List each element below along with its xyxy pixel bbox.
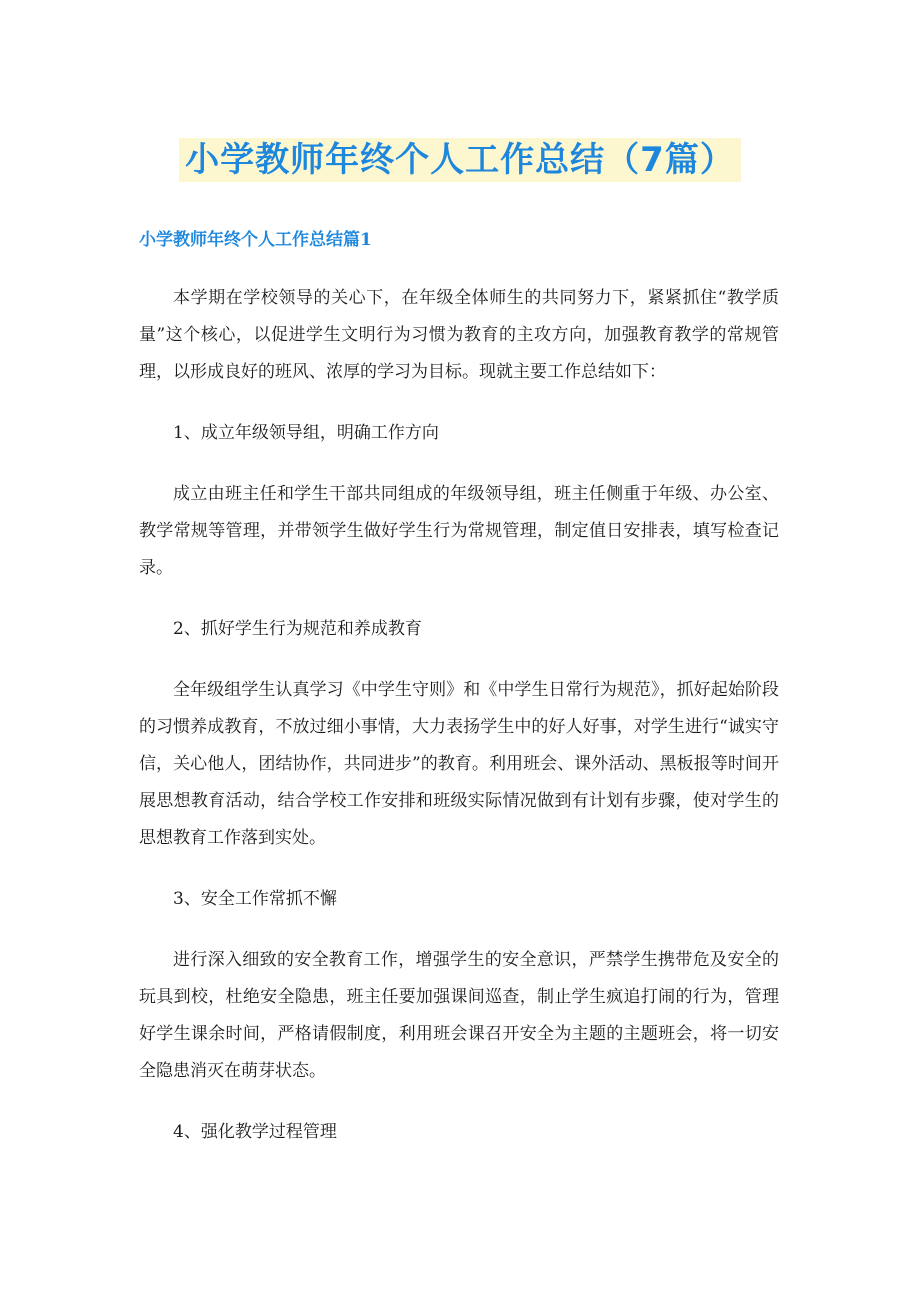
item-body-2: 全年级组学生认真学习《中学生守则》和《中学生日常行为规范》，抓好起始阶段的习惯养成教育，不放过细小事情，大力表扬学生中的好人好事，对学生进行“诚实守信，关心他人，团结协作，共同进步”的教育。利用班会、课外活动、黑板报等时间开展思想教育活动，结合学校工作安排和班级实际情况做到有计划有步骤，使对学生的思想教育工作落到实处。 — [139, 680, 779, 848]
document-title: 小学教师年终个人工作总结（7篇） — [179, 138, 741, 182]
section-title: 小学教师年终个人工作总结篇1 — [139, 230, 372, 250]
item-body-3: 进行深入细致的安全教育工作，增强学生的安全意识，严禁学生携带危及安全的玩具到校，杜绝安全隐患，班主任要加强课间巡查，制止学生疯追打闹的行为，管理好学生课余时间，严格请假制度，利用班会课召开安全为主题的主题班会，将一切安全隐患消灭在萌芽状态。 — [139, 950, 779, 1081]
item-body-1: 成立由班主任和学生干部共同组成的年级领导组，班主任侧重于年级、办公室、教学常规等管理，并带领学生做好学生行为常规管理，制定值日安排表，填写检查记录。 — [139, 484, 779, 578]
item-heading-1: 1、成立年级领导组，明确工作方向 — [173, 423, 439, 443]
item-heading-4: 4、强化教学过程管理 — [173, 1122, 337, 1142]
item-heading-2: 2、抓好学生行为规范和养成教育 — [173, 619, 422, 639]
document-body — [139, 280, 779, 1175]
item-heading-3: 3、安全工作常抓不懈 — [173, 889, 337, 909]
title-wrapper — [0, 138, 920, 182]
intro-paragraph: 本学期在学校领导的关心下，在年级全体师生的共同努力下，紧紧抓住“教学质量”这个核心，以促进学生文明行为习惯为教育的主攻方向，加强教育教学的常规管理，以形成良好的班风、浓厚的学习为目标。现就主要工作总结如下： — [139, 288, 779, 382]
